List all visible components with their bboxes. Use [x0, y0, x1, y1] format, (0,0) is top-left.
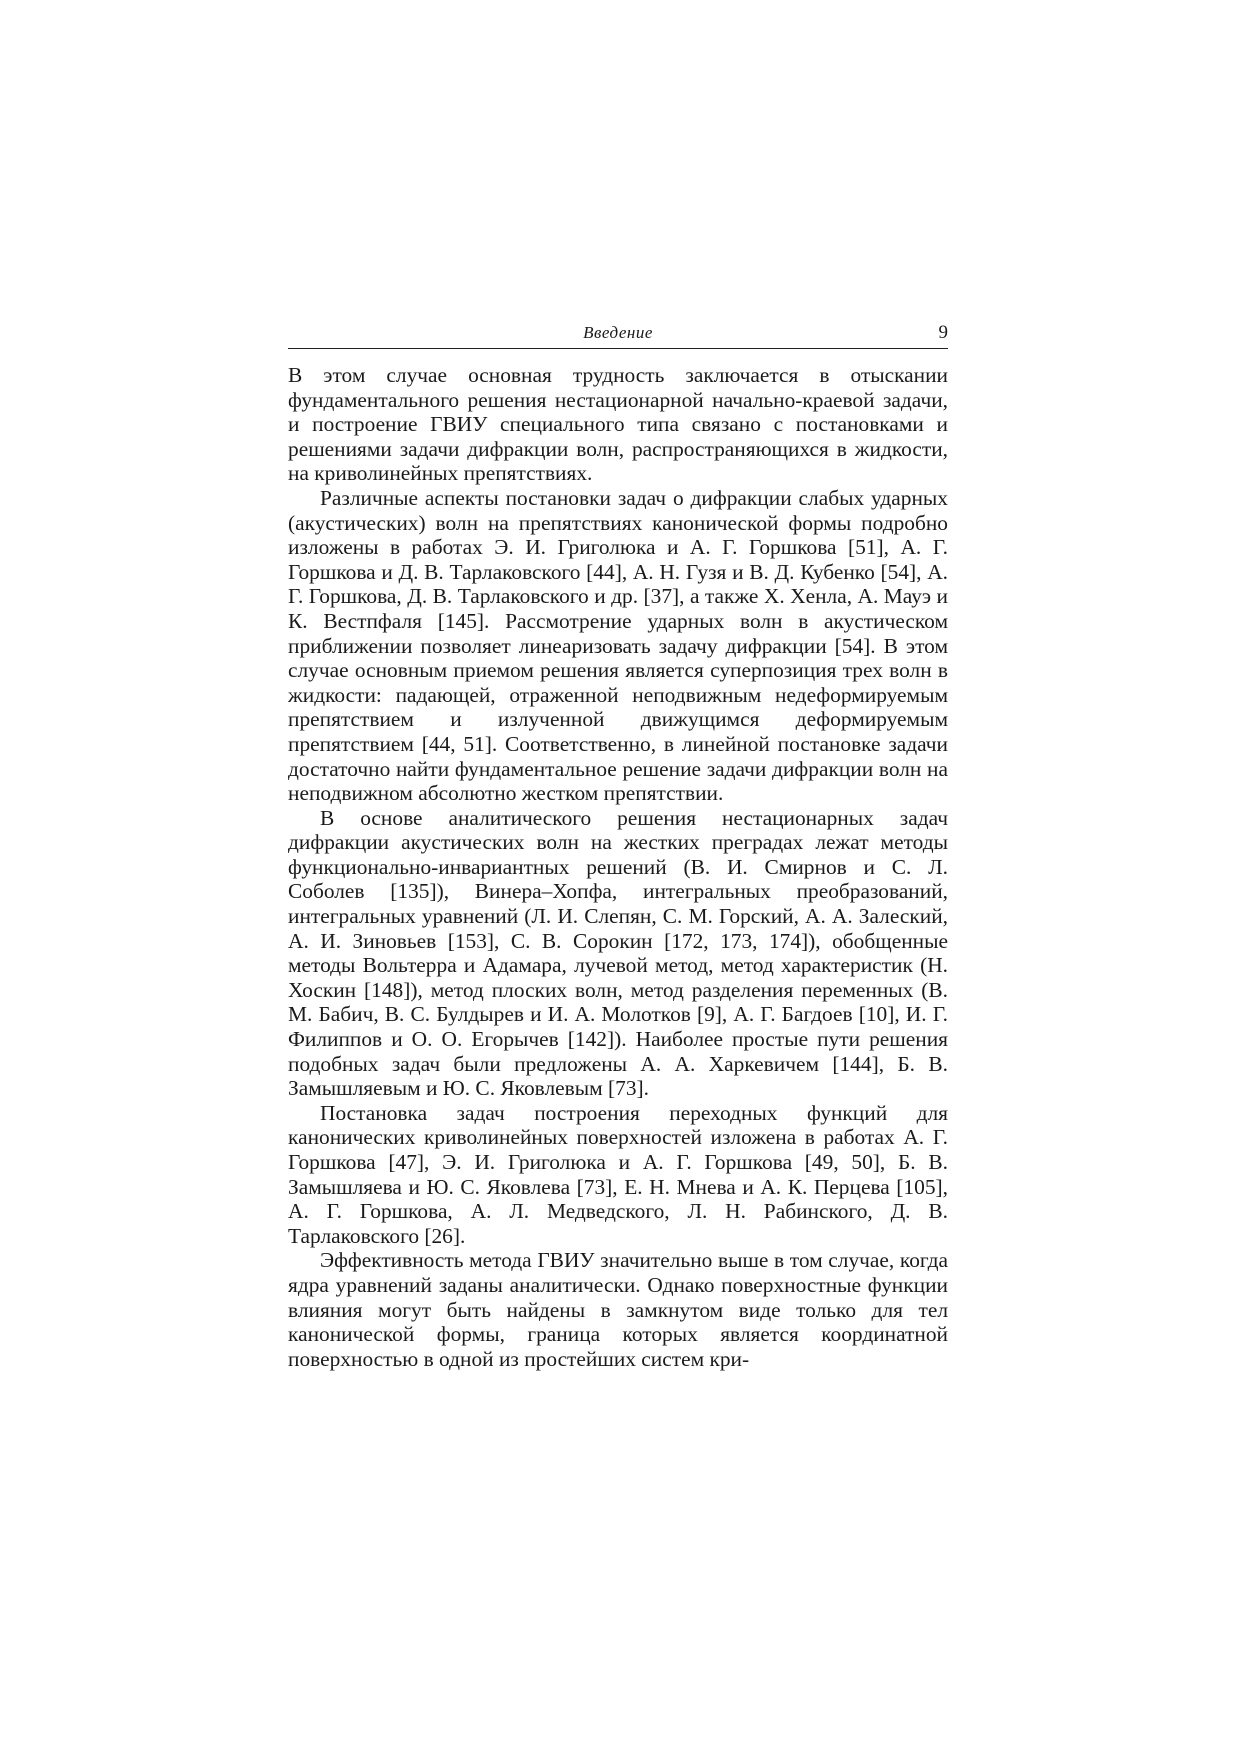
paragraph: Постановка задач построения переходных функций для канонических криволинейных поверхностей изложена в работах А. Г. Горшкова [47], Э. И. Григолюка и А. Г. Горшкова [49, 50], Б. В. Замышляева и Ю. С. Яковлева [73], Е. Н. Мнева и А. К. Перцева [105], А. Г. Горшкова, А. Л. Медведского, Л. Н. Рабинского, Д. В. Тарлаковского [26].	[288, 1100, 948, 1248]
body-text	[288, 363, 948, 1371]
running-header	[288, 322, 948, 349]
running-title: Введение	[583, 323, 653, 342]
paragraph: В основе аналитического решения нестационарных задач дифракции акустических волн на жестких преградах лежат методы функционально-инвариантных решений (В. И. Смирнов и С. Л. Соболев [135]), Винера–Хопфа, интегральных преобразований, интегральных уравнений (Л. И. Слепян, С. М. Горский, А. А. Залеский, А. И. Зиновьев [153], С. В. Сорокин [172, 173, 174]), обобщенные методы Вольтерра и Адамара, лучевой метод, метод характеристик (Н. Хоскин [148]), метод плоских волн, метод разделения переменных (В. М. Бабич, В. С. Булдырев и И. А. Молотков [9], А. Г. Багдоев [10], И. Г. Филиппов и О. О. Егорычев [142]). Наиболее простые пути решения подобных задач были предложены А. А. Харкевичем [144], Б. В. Замышляевым и Ю. С. Яковлевым [73].	[288, 805, 948, 1101]
paragraph: В этом случае основная трудность заключается в отыскании фундаментального решения нестационарной начально-краевой задачи, и построение ГВИУ специального типа связано с постановками и решениями задачи дифракции волн, распространяющихся в жидкости, на криволинейных препятствиях.	[288, 363, 948, 486]
paragraph: Различные аспекты постановки задач о дифракции слабых ударных (акустических) волн на препятствиях канонической формы подробно изложены в работах Э. И. Григолюка и А. Г. Горшкова [51], А. Г. Горшкова и Д. В. Тарлаковского [44], А. Н. Гузя и В. Д. Кубенко [54], А. Г. Горшкова, Д. В. Тарлаковского и др. [37], а также Х. Хенла, А. Мауэ и К. Вестпфаля [145]. Рассмотрение ударных волн в акустическом приближении позволяет линеаризовать задачу дифракции [54]. В этом случае основным приемом решения является суперпозиция трех волн в жидкости: падающей, отраженной неподвижным недеформируемым препятствием и излученной движущимся деформируемым препятствием [44, 51]. Соответственно, в линейной постановке задачи достаточно найти фундаментальное решение задачи дифракции волн на неподвижном абсолютно жестком препятствии.	[288, 485, 948, 806]
page-number: 9	[938, 322, 948, 343]
paragraph: Эффективность метода ГВИУ значительно выше в том случае, когда ядра уравнений заданы аналитически. Однако поверхностные функции влияния могут быть найдены в замкнутом виде только для тел канонической формы, граница которых является координатной поверхностью в одной из простейших систем кри-	[288, 1248, 948, 1371]
